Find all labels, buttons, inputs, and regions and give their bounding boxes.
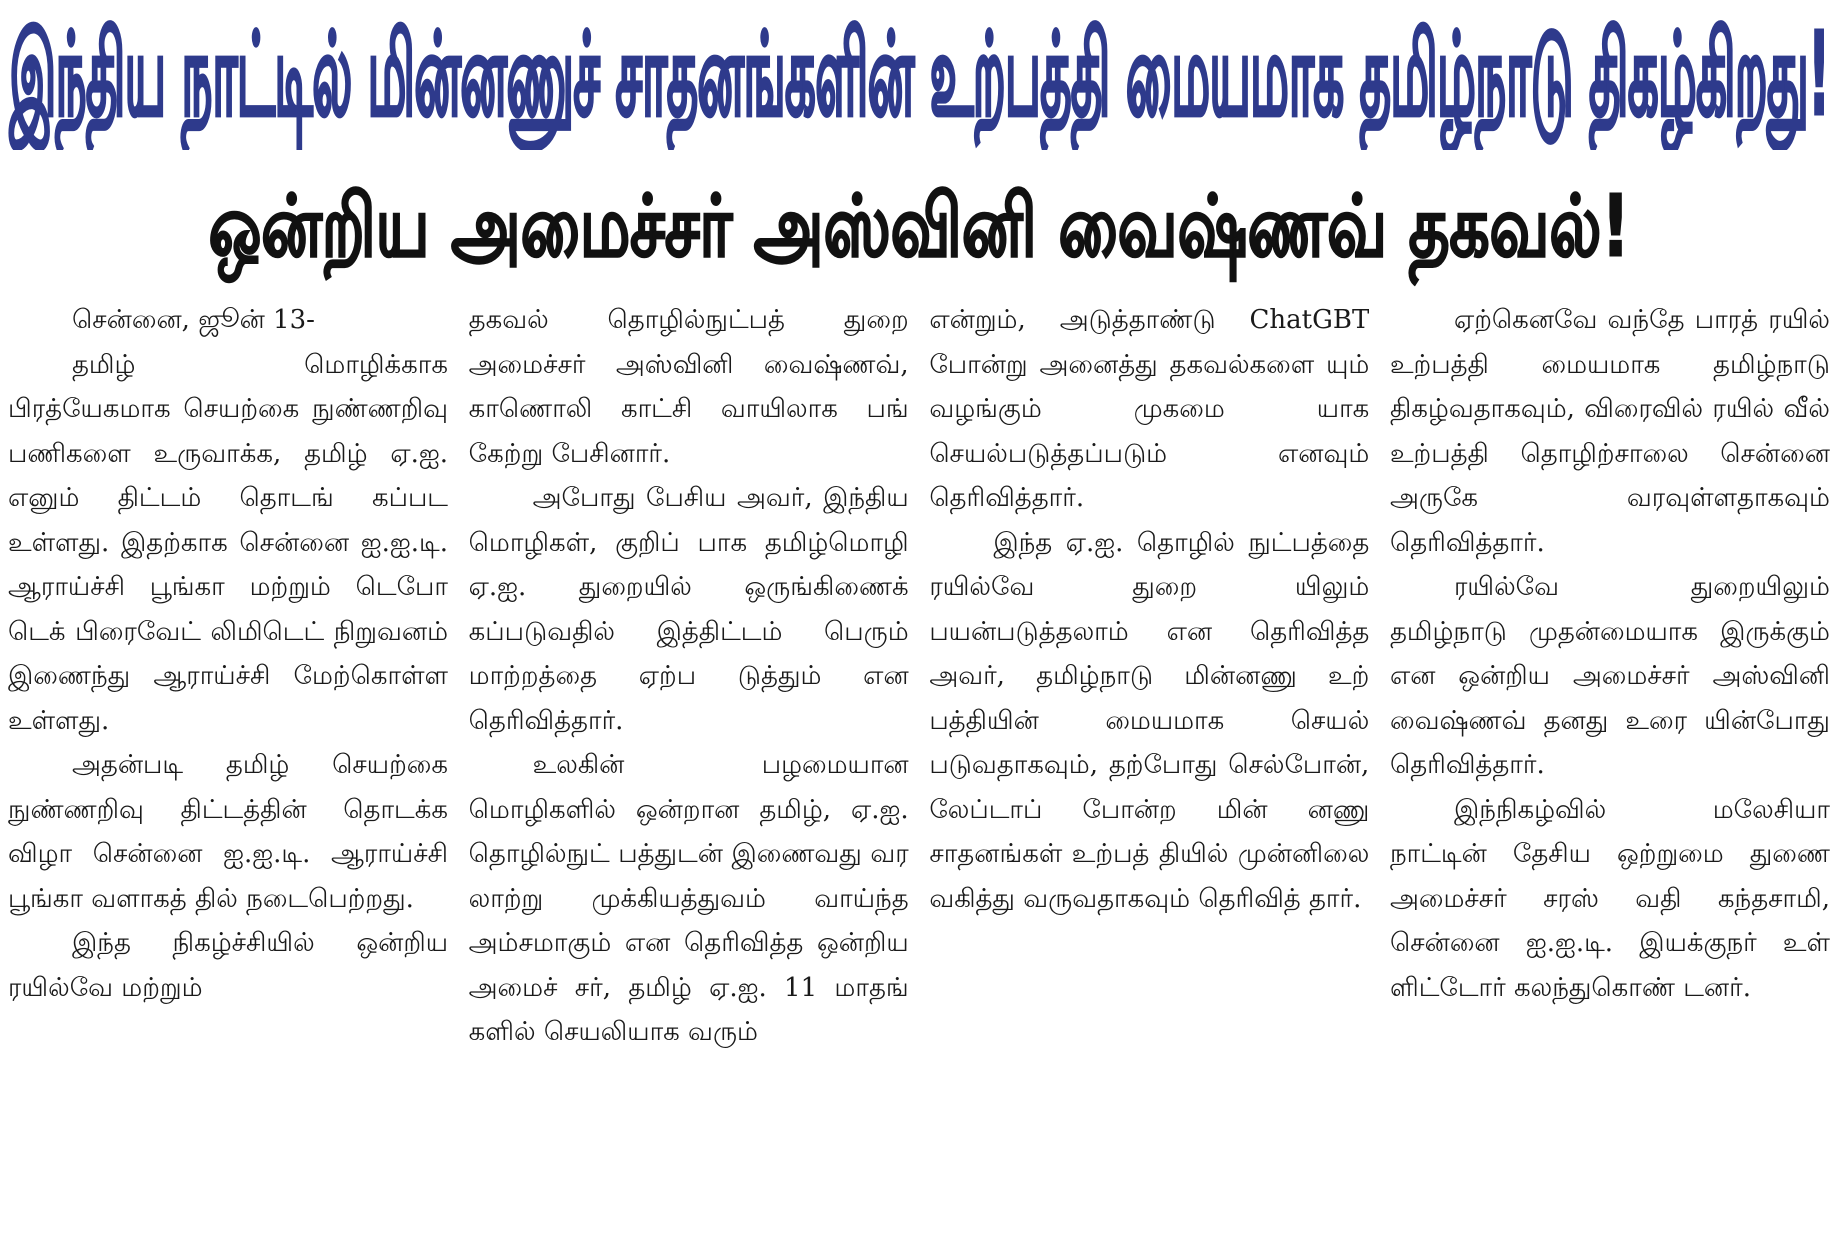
paragraph: என்றும், அடுத்தாண்டு ChatGBT போன்று அனைத்து தகவல்களை யும் வழங்கும் முகமை யாக செயல்படுத்தப்படும் எனவும் தெரிவித்தார். bbox=[929, 305, 1370, 513]
paragraph: ரயில்வே துறையிலும் தமிழ்நாடு முதன்மையாக இருக்கும் என ஒன்றிய அமைச்சர் அஸ்வினி வைஷ்ணவ் தனது உரை யின்போது தெரிவித்தார். bbox=[1389, 572, 1830, 780]
paragraph: இந்த ஏ.ஐ. தொழில் நுட்பத்தை ரயில்வே துறை யிலும் பயன்படுத்தலாம் என தெரிவித்த அவர், தமிழ்நாடு மின்னணு உற் பத்தியின் மையமாக செயல் படுவதாகவும், தற்போது செல்போன், லேப்டாப் போன்ற மின் னணு சாதனங்கள் உற்பத் தியில் முன்னிலை வகித்து வருவதாகவும் தெரிவித் தார். bbox=[929, 527, 1370, 914]
paragraph: இந்நிகழ்வில் மலேசியா நாட்டின் தேசிய ஒற்றுமை துணை அமைச்சர் சரஸ் வதி கந்தசாமி, சென்னை ஐ.ஐ.டி. இயக்குநர் உள் ளிட்டோர் கலந்துகொண் டனர். bbox=[1389, 794, 1830, 1003]
paragraph: உலகின் பழமையான மொழிகளில் ஒன்றான தமிழ், ஏ.ஐ. தொழில்நுட் பத்துடன் இணைவது வர லாற்று முக்கியத்துவம் வாய்ந்த அம்சமாகும் என தெரிவித்த ஒன்றிய அமைச் சர், தமிழ் ஏ.ஐ. 11 மாதங் களில் செயலியாக வரும் bbox=[468, 750, 909, 1047]
dateline: சென்னை, ஜூன் 13- bbox=[72, 305, 315, 335]
article-column-1 bbox=[8, 298, 448, 1253]
article-body bbox=[8, 298, 1830, 1253]
headline-banner bbox=[0, 0, 1838, 150]
subheadline-banner bbox=[0, 168, 1838, 288]
paragraph: தகவல் தொழில்நுட்பத் துறை அமைச்சர் அஸ்வினி வைஷ்ணவ், காணொலி காட்சி வாயிலாக பங் கேற்று பேசினார். bbox=[468, 305, 909, 469]
paragraph: அதன்படி தமிழ் செயற்கை நுண்ணறிவு திட்டத்தின் தொடக்க விழா சென்னை ஐ.ஐ.டி. ஆராய்ச்சி பூங்கா வளாகத் தில் நடைபெற்றது. bbox=[8, 750, 448, 914]
article-column-3 bbox=[929, 298, 1369, 1253]
article-column-2 bbox=[469, 298, 909, 1253]
paragraph: ஏற்கெனவே வந்தே பாரத் ரயில் உற்பத்தி மையமாக தமிழ்நாடு திகழ்வதாகவும், விரைவில் ரயில் வீல் உற்பத்தி தொழிற்சாலை சென்னை அருகே வரவுள்ளதாகவும் தெரிவித்தார். bbox=[1389, 305, 1830, 558]
paragraph: அபோது பேசிய அவர், இந்திய மொழிகள், குறிப் பாக தமிழ்மொழி ஏ.ஐ. துறையில் ஒருங்கிணைக் கப்படுவதில் இத்திட்டம் பெரும் மாற்றத்தை ஏற்ப டுத்தும் என தெரிவித்தார். bbox=[468, 483, 909, 736]
paragraph: தமிழ் மொழிக்காக பிரத்யேகமாக செயற்கை நுண்ணறிவு பணிகளை உருவாக்க, தமிழ் ஏ.ஐ. எனும் திட்டம் தொடங் கப்பட உள்ளது. இதற்காக சென்னை ஐ.ஐ.டி. ஆராய்ச்சி பூங்கா மற்றும் டெபோ டெக் பிரைவேட் லிமிடெட் நிறுவனம் இணைந்து ஆராய்ச்சி மேற்கொள்ள உள்ளது. bbox=[8, 349, 448, 736]
headline: இந்திய நாட்டில் மின்னணுச் சாதனங்களின் உற்பத்தி மையமாக தமிழ்நாடு திகழ்கிறது! bbox=[9, 8, 1829, 142]
article-column-4 bbox=[1390, 298, 1830, 1253]
paragraph: இந்த நிகழ்ச்சியில் ஒன்றிய ரயில்வே மற்றும் bbox=[8, 928, 448, 1003]
subheadline: ஒன்றிய அமைச்சர் அஸ்வினி வைஷ்ணவ் தகவல்! bbox=[208, 178, 1630, 277]
